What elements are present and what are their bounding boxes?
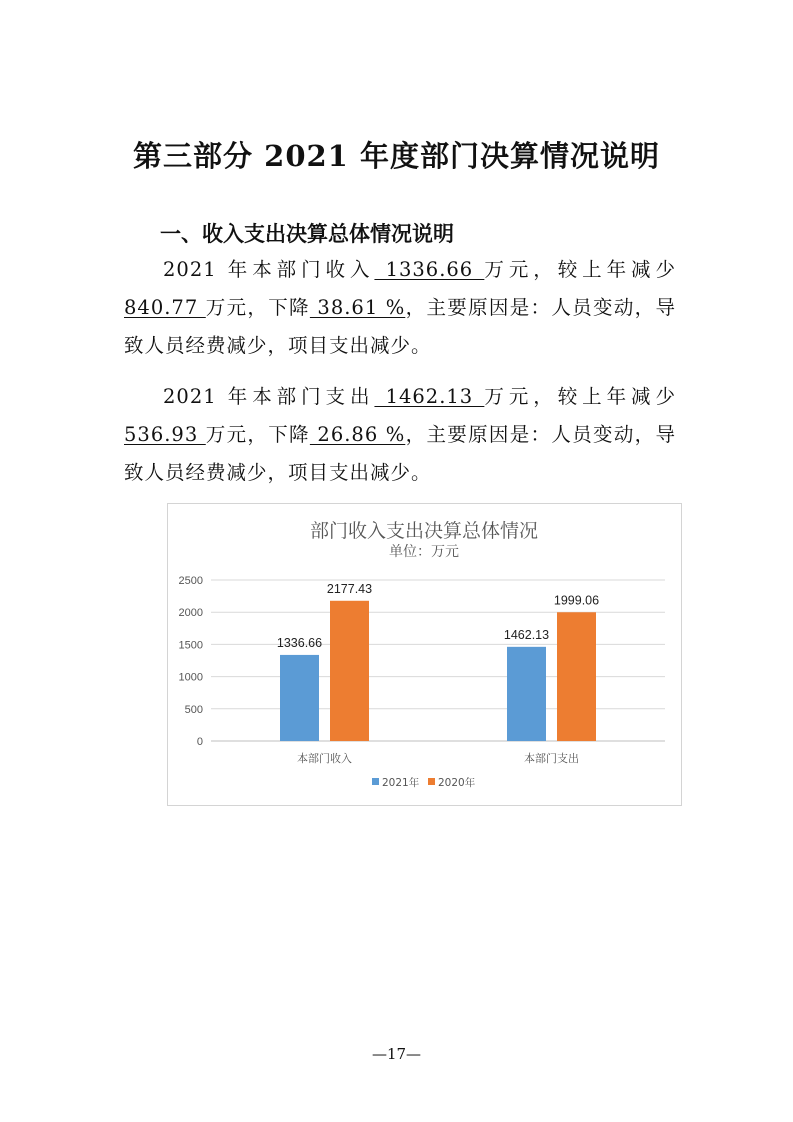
chart-container bbox=[167, 503, 682, 806]
bar-series2-1 bbox=[557, 612, 596, 741]
income-2021-value: 1336.66 bbox=[374, 258, 485, 281]
income-text-2: 万元，较上年减少 bbox=[484, 258, 676, 281]
income-text-4: ，主要原因是：人员变动，导致人员经费减少，项目支出减少。 bbox=[124, 296, 676, 357]
data-label: 2177.43 bbox=[326, 581, 373, 596]
data-label: 1999.06 bbox=[553, 593, 600, 608]
expense-paragraph bbox=[124, 378, 676, 492]
y-tick-label: 2000 bbox=[178, 607, 203, 620]
y-tick-label: 1500 bbox=[178, 639, 203, 652]
data-label: 1336.66 bbox=[276, 635, 323, 650]
y-tick-label: 500 bbox=[184, 703, 203, 716]
income-decrease-pct: 38.61 % bbox=[309, 296, 406, 319]
legend-swatch bbox=[372, 778, 379, 785]
income-text-1: 2021 年本部门收入 bbox=[163, 258, 375, 281]
bar-series2-0 bbox=[330, 601, 369, 741]
income-text-3: 万元，下降 bbox=[205, 296, 310, 319]
y-tick-label: 0 bbox=[196, 736, 203, 748]
expense-text-3: 万元，下降 bbox=[205, 423, 310, 446]
bar-series1-0 bbox=[280, 655, 319, 741]
expense-text-4: ，主要原因是：人员变动，导致人员经费减少，项目支出减少。 bbox=[124, 423, 676, 484]
x-category-label: 本部门收入 bbox=[297, 752, 352, 765]
legend-label: 2020年 bbox=[438, 777, 476, 789]
expense-decrease-value: 536.93 bbox=[124, 423, 206, 446]
section-heading: 一、收入支出决算总体情况说明 bbox=[160, 222, 454, 246]
expense-text-1: 2021 年本部门支出 bbox=[163, 385, 375, 408]
data-label: 1462.13 bbox=[503, 627, 550, 642]
chart-title: 部门收入支出决算总体情况 bbox=[309, 520, 539, 542]
income-decrease-value: 840.77 bbox=[124, 296, 206, 319]
legend-swatch bbox=[428, 778, 435, 785]
page-title: 第三部分 2021 年度部门决算情况说明 bbox=[133, 139, 660, 173]
bar-series1-1 bbox=[507, 647, 546, 741]
bar-chart bbox=[168, 504, 681, 805]
expense-text-2: 万元，较上年减少 bbox=[484, 385, 676, 408]
chart-subtitle: 单位：万元 bbox=[389, 544, 459, 560]
income-paragraph bbox=[124, 251, 676, 365]
y-tick-label: 1000 bbox=[178, 671, 203, 684]
legend-label: 2021年 bbox=[382, 777, 420, 789]
x-category-label: 本部门支出 bbox=[524, 752, 579, 765]
page-number: —17— bbox=[371, 1045, 422, 1063]
y-tick-label: 2500 bbox=[178, 575, 203, 587]
expense-decrease-pct: 26.86 % bbox=[309, 423, 406, 446]
expense-2021-value: 1462.13 bbox=[374, 385, 485, 408]
